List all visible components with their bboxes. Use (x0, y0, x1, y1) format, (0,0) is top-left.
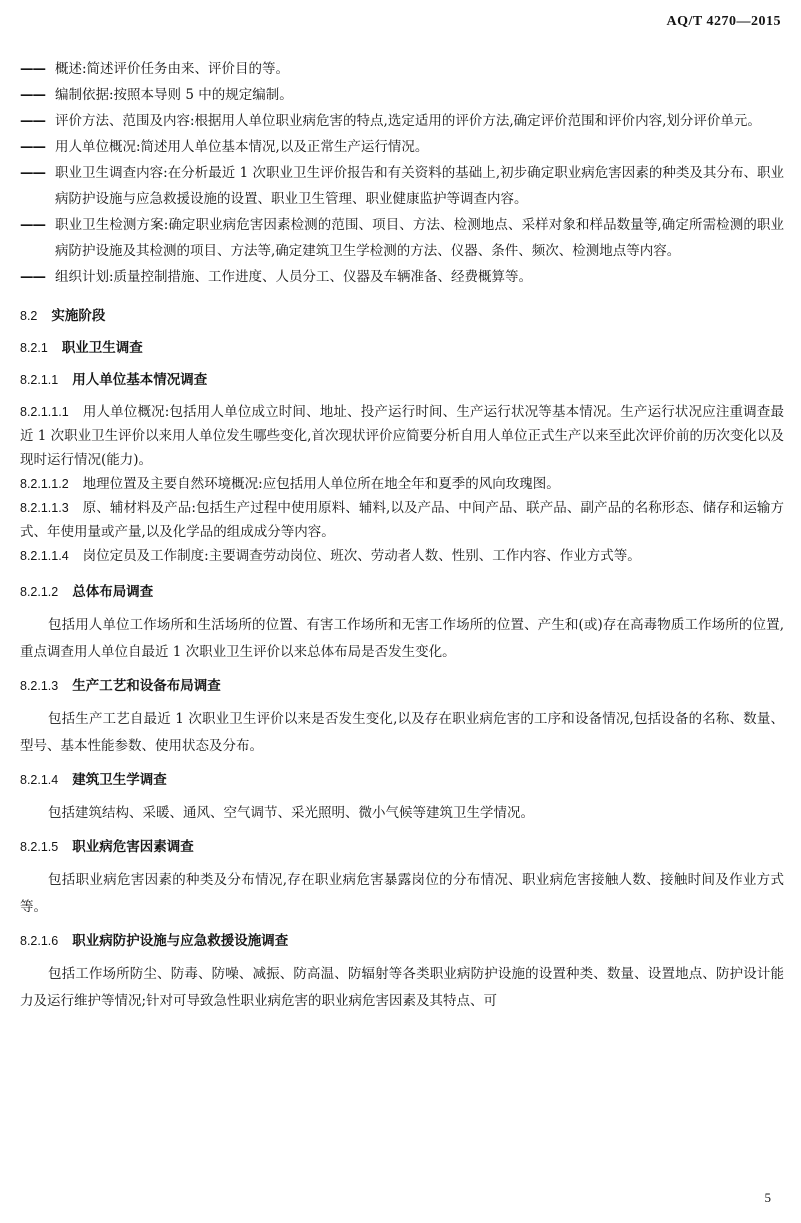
section-heading (20, 835, 784, 859)
section-title: 生产工艺和设备布局调查 (72, 678, 221, 694)
content (20, 56, 784, 1021)
section-heading (20, 580, 784, 604)
section-number: 8.2 (20, 309, 38, 323)
clause-text: 原、辅材料及产品:包括生产过程中使用原料、辅料,以及产品、中间产品、联产品、副产品的名称形态、储存和运输方式、年使用量或产量,以及化学品的组成成分等内容。 (20, 500, 784, 540)
clause-number: 8.2.1.1.2 (20, 477, 69, 491)
clause-number: 8.2.1.1.4 (20, 549, 69, 563)
section-heading (20, 929, 784, 953)
dash-item-text: 编制依据:按照本导则 5 中的规定编制。 (55, 87, 293, 103)
dash-list-item (20, 134, 784, 160)
dash-list (20, 56, 784, 290)
section-paragraph: 包括职业病危害因素的种类及分布情况,存在职业病危害暴露岗位的分布情况、职业病危害接触人数、接触时间及作业方式等。 (20, 872, 784, 915)
clause-text: 地理位置及主要自然环境概况:应包括用人单位所在地全年和夏季的风向玫瑰图。 (82, 476, 560, 492)
dash-list-item (20, 56, 784, 82)
dash-item-text: 职业卫生调查内容:在分析最近 1 次职业卫生评价报告和有关资料的基础上,初步确定职业病危害因素的种类及其分布、职业病防护设施与应急救援设施的设置、职业卫生管理、职业健康监护等调查内容。 (55, 165, 784, 207)
dash-marker: —— (20, 165, 45, 181)
section-paragraph: 包括用人单位工作场所和生活场所的位置、有害工作场所和无害工作场所的位置、产生和(或)存在高毒物质工作场所的位置,重点调查用人单位自最近 1 次职业卫生评价以来总体布局是否发生变化。 (20, 617, 784, 660)
dash-item-text: 职业卫生检测方案:确定职业病危害因素检测的范围、项目、方法、检测地点、采样对象和样品数量等,确定所需检测的职业病防护设施及其检测的项目、方法等,确定建筑卫生学检测的方法、仪器、条件、频次、检测地点等内容。 (55, 217, 784, 259)
dash-marker: —— (20, 87, 45, 103)
section-heading (20, 768, 784, 792)
clause (20, 496, 784, 544)
section-number: 8.2.1 (20, 341, 48, 355)
section-number: 8.2.1.2 (20, 585, 59, 599)
section-title: 职业病危害因素调查 (72, 839, 194, 855)
clause-text: 岗位定员及工作制度:主要调查劳动岗位、班次、劳动者人数、性别、工作内容、作业方式等。 (82, 548, 641, 564)
dash-marker: —— (20, 113, 45, 129)
section-heading (20, 304, 784, 328)
page-number: 5 (764, 1190, 771, 1205)
section-paragraph: 包括建筑结构、采暖、通风、空气调节、采光照明、微小气候等建筑卫生学情况。 (48, 805, 534, 821)
dash-list-item (20, 82, 784, 108)
section-heading (20, 368, 784, 392)
clause-number: 8.2.1.1.1 (20, 405, 69, 419)
section-title: 职业卫生调查 (61, 340, 143, 356)
clause-number: 8.2.1.1.3 (20, 501, 69, 515)
section-number: 8.2.1.5 (20, 840, 59, 854)
dash-marker: —— (20, 139, 45, 155)
dash-list-item (20, 264, 784, 290)
section-paragraph: 包括生产工艺自最近 1 次职业卫生评价以来是否发生变化,以及存在职业病危害的工序和设备情况,包括设备的名称、数量、型号、基本性能参数、使用状态及分布。 (20, 711, 784, 754)
clause-list (20, 400, 784, 568)
section-number: 8.2.1.6 (20, 934, 59, 948)
clause (20, 544, 784, 568)
dash-item-text: 组织计划:质量控制措施、工作进度、人员分工、仪器及车辆准备、经费概算等。 (55, 269, 533, 285)
section-number: 8.2.1.1 (20, 373, 59, 387)
dash-item-text: 用人单位概况:简述用人单位基本情况,以及正常生产运行情况。 (55, 139, 429, 155)
section-title: 总体布局调查 (72, 584, 154, 600)
dash-marker: —— (20, 269, 45, 285)
clause-text: 用人单位概况:包括用人单位成立时间、地址、投产运行时间、生产运行状况等基本情况。生产运行状况应注重调查最近 1 次职业卫生评价以来用人单位发生哪些变化,首次现状评价应简要分析自用人单位正式生产以来至此次评价前的历次变化以及现时运行情况(能力)。 (20, 404, 784, 468)
dash-list-item (20, 108, 784, 134)
section-title: 职业病防护设施与应急救援设施调查 (72, 933, 289, 949)
standard-code: AQ/T 4270—2015 (666, 14, 781, 29)
dash-list-item (20, 160, 784, 212)
section-number: 8.2.1.3 (20, 679, 59, 693)
dash-marker: —— (20, 217, 45, 233)
section-number: 8.2.1.4 (20, 773, 59, 787)
section-title: 用人单位基本情况调查 (72, 372, 208, 388)
dash-item-text: 概述:简述评价任务由来、评价目的等。 (55, 61, 290, 77)
section-heading (20, 674, 784, 698)
section-paragraph: 包括工作场所防尘、防毒、防噪、减振、防高温、防辐射等各类职业病防护设施的设置种类、数量、设置地点、防护设计能力及运行维护等情况;针对可导致急性职业病危害的职业病危害因素及其特点、可 (20, 966, 784, 1009)
section-heading (20, 336, 784, 360)
section-title: 实施阶段 (51, 308, 106, 324)
clause (20, 472, 784, 496)
dash-item-text: 评价方法、范围及内容:根据用人单位职业病危害的特点,选定适用的评价方法,确定评价范围和评价内容,划分评价单元。 (55, 113, 761, 129)
clause (20, 400, 784, 472)
section-title: 建筑卫生学调查 (72, 772, 167, 788)
dash-marker: —— (20, 61, 45, 77)
dash-list-item (20, 212, 784, 264)
